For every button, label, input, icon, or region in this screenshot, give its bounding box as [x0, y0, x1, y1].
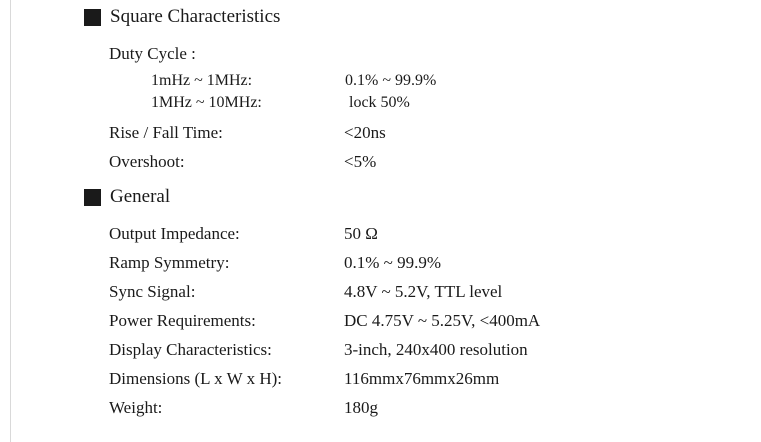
spec-value: 0.1% ~ 99.9%	[344, 253, 442, 272]
spec-label: Overshoot:	[109, 152, 185, 171]
spec-label: Ramp Symmetry:	[109, 253, 230, 272]
spec-label: 1MHz ~ 10MHz:	[151, 94, 262, 111]
square-bullet-icon	[84, 189, 101, 206]
section-title: General	[110, 186, 171, 207]
spec-label: 1mHz ~ 1MHz:	[151, 72, 253, 89]
spec-label: Display Characteristics:	[109, 340, 272, 359]
spec-label: Duty Cycle :	[109, 44, 196, 63]
square-bullet-icon	[84, 9, 101, 26]
section-title: Square Characteristics	[110, 6, 281, 27]
spec-value: 3-inch, 240x400 resolution	[344, 340, 528, 359]
spec-value: 50 Ω	[344, 224, 378, 243]
spec-label: Power Requirements:	[109, 311, 256, 330]
spec-value: <5%	[344, 152, 377, 171]
spec-label: Rise / Fall Time:	[109, 123, 223, 142]
spec-label: Sync Signal:	[109, 282, 196, 301]
spec-label: Weight:	[109, 398, 163, 417]
spec-value: 4.8V ~ 5.2V, TTL level	[344, 282, 503, 301]
section-heading-general	[84, 186, 170, 208]
spec-value: 0.1% ~ 99.9%	[345, 72, 437, 89]
spec-label: Dimensions (L x W x H):	[109, 369, 282, 388]
spec-value: 180g	[344, 398, 378, 417]
spec-value: <20ns	[344, 123, 386, 142]
section-heading-square	[84, 6, 280, 28]
spec-value: DC 4.75V ~ 5.25V, <400mA	[344, 311, 541, 330]
spec-value: lock 50%	[349, 94, 410, 111]
page-left-border	[10, 0, 11, 442]
spec-label: Output Impedance:	[109, 224, 240, 243]
spec-value: 116mmx76mmx26mm	[344, 369, 500, 388]
